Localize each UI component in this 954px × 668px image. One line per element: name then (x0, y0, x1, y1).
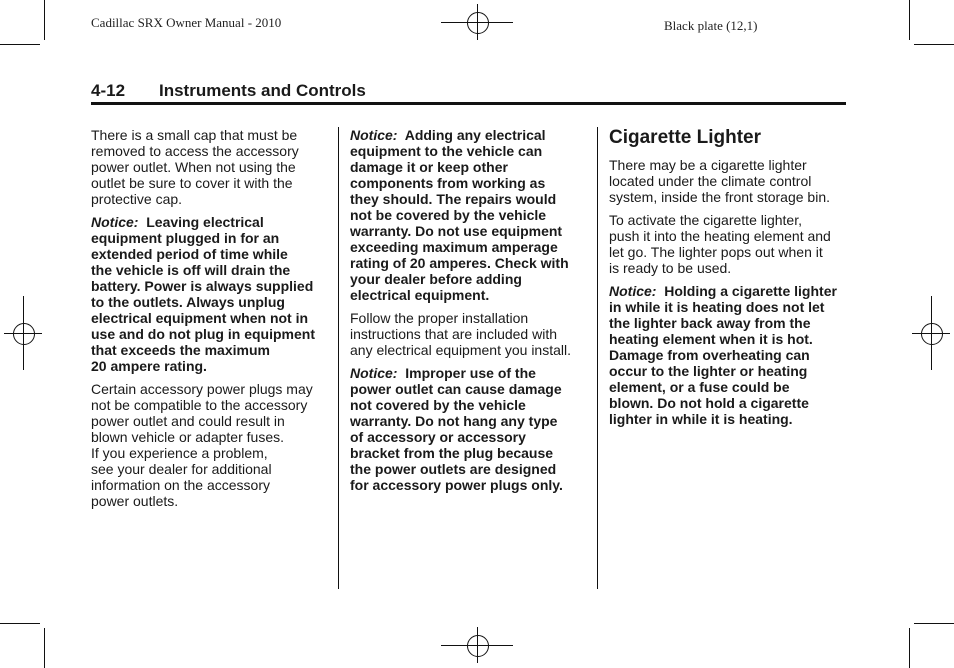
column-divider-2 (597, 127, 598, 589)
notice-label: Notice: (350, 365, 398, 381)
section-heading: Cigarette Lighter (609, 127, 762, 148)
notice-label: Notice: (350, 127, 398, 143)
crop-mark-bottom-left-v (44, 628, 45, 668)
paragraph: Follow the proper installation instructions that are included with any electrical equipment you install. (350, 310, 572, 358)
notice-label: Notice: (609, 283, 657, 299)
column-1 (91, 127, 331, 516)
crop-mark-top-left-h (0, 44, 40, 45)
crop-mark-top-right-h (914, 44, 954, 45)
column-divider-1 (338, 127, 339, 589)
page-number: 4-12 (91, 81, 126, 100)
notice (91, 214, 331, 374)
notice (609, 283, 849, 427)
paragraph: Certain accessory power plugs may not be compatible to the accessory power outlet and could result in blown vehicle or adapter fuses. If you experience a problem, see your dealer for additional information on the accessory power outlets. (91, 381, 313, 509)
crop-mark-top-left-v (44, 0, 45, 40)
notice-text: Leaving electrical equipment plugged in for an extended period of time while the vehicle is off will drain the battery. Power is always supplied to the outlets. Always unplug electrical equipment when not in use and do not plug in equipment that exceeds the maximum 20 ampere rating. (91, 214, 315, 374)
page-heading (91, 81, 846, 105)
crop-mark-bottom-right-v (909, 628, 910, 668)
section-title: Instruments and Controls (159, 81, 366, 100)
notice-text: Adding any electrical equipment to the vehicle can damage it or keep other components from working as they should. The repairs would not be covered by the vehicle warranty. Do not use equipment exceeding maximum amperage rating of 20 amperes. Check with your dealer before adding electrical equipment. (350, 127, 569, 303)
notice-text: Holding a cigarette lighter in while it is heating does not let the lighter back away from the heating element when it is hot. Damage from overheating can occur to the lighter or heating element, or a fuse could be blown. Do not hold a cigarette lighter in while it is heating. (609, 283, 837, 427)
notice (350, 127, 586, 303)
notice (350, 365, 586, 493)
crop-mark-top-right-v (909, 0, 910, 40)
column-2 (350, 127, 586, 500)
notice-label: Notice: (91, 214, 139, 230)
column-3 (609, 127, 849, 434)
crop-mark-bottom-right-h (914, 623, 954, 624)
crop-mark-bottom-left-h (0, 623, 40, 624)
paragraph: There is a small cap that must be removed to access the accessory power outlet. When not using the outlet be sure to cover it with the protective cap. (91, 127, 299, 207)
manual-title: Cadillac SRX Owner Manual - 2010 (91, 15, 282, 30)
paragraph: There may be a cigarette lighter located under the climate control system, inside the front storage bin. (609, 157, 830, 205)
plate-label: Black plate (12,1) (664, 18, 758, 33)
paragraph: To activate the cigarette lighter, push it into the heating element and let go. The lighter pops out when it is ready to be used. (609, 212, 831, 276)
notice-text: Improper use of the power outlet can cause damage not covered by the vehicle warranty. Do not hang any type of accessory or accessory bracket from the plug because the power outlets are designed for accessory power plugs only. (350, 365, 563, 493)
